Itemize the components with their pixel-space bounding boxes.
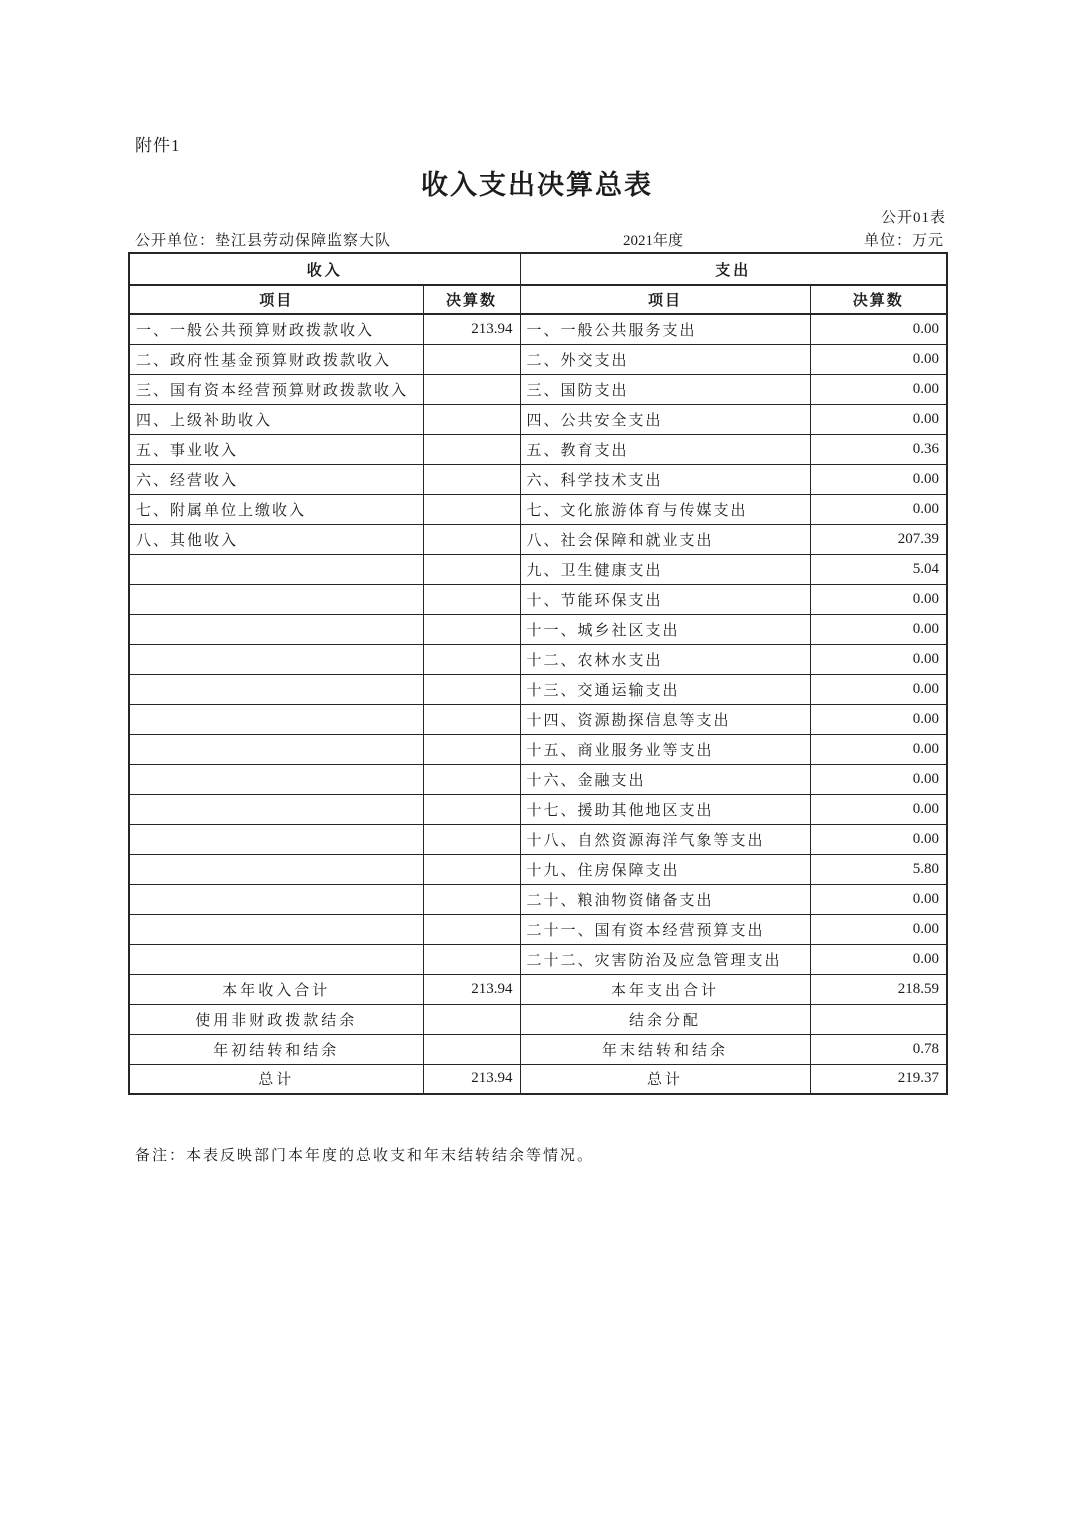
table-row xyxy=(129,794,947,824)
expense-amount-cell: 0.36 xyxy=(810,434,947,464)
budget-summary-table xyxy=(128,252,948,1095)
income-item-cell: 年初结转和结余 xyxy=(129,1034,423,1064)
expense-item-cell: 六、科学技术支出 xyxy=(520,464,810,494)
expense-amount-cell: 0.00 xyxy=(810,614,947,644)
table-row xyxy=(129,704,947,734)
expense-item-cell: 七、文化旅游体育与传媒支出 xyxy=(520,494,810,524)
table-row xyxy=(129,884,947,914)
expense-amount-cell: 0.00 xyxy=(810,674,947,704)
income-item-cell: 使用非财政拨款结余 xyxy=(129,1004,423,1034)
income-item-cell: 一、一般公共预算财政拨款收入 xyxy=(129,314,423,344)
expense-item-cell: 年末结转和结余 xyxy=(520,1034,810,1064)
income-item-cell xyxy=(129,584,423,614)
income-amount-cell xyxy=(423,914,520,944)
table-row xyxy=(129,464,947,494)
expense-amount-cell: 0.00 xyxy=(810,374,947,404)
income-item-cell xyxy=(129,944,423,974)
income-item-cell xyxy=(129,764,423,794)
income-item-cell xyxy=(129,614,423,644)
income-amount-cell xyxy=(423,584,520,614)
table-row xyxy=(129,734,947,764)
income-amount-cell xyxy=(423,854,520,884)
expense-item-cell: 十四、资源勘探信息等支出 xyxy=(520,704,810,734)
expense-item-cell: 一、一般公共服务支出 xyxy=(520,314,810,344)
income-item-cell xyxy=(129,554,423,584)
expense-amount-cell: 0.00 xyxy=(810,914,947,944)
expense-amount-cell: 0.00 xyxy=(810,824,947,854)
table-row xyxy=(129,374,947,404)
table-row xyxy=(129,614,947,644)
income-item-cell xyxy=(129,824,423,854)
income-amount-cell xyxy=(423,344,520,374)
income-amount-cell: 213.94 xyxy=(423,314,520,344)
table-body xyxy=(129,314,947,1094)
expense-item-cell: 十三、交通运输支出 xyxy=(520,674,810,704)
summary-row xyxy=(129,1004,947,1034)
income-amount-cell xyxy=(423,734,520,764)
table-row xyxy=(129,674,947,704)
expense-amount-cell: 207.39 xyxy=(810,524,947,554)
expense-amount-cell: 0.00 xyxy=(810,884,947,914)
expense-item-cell: 十、节能环保支出 xyxy=(520,584,810,614)
expense-amount-cell: 0.00 xyxy=(810,734,947,764)
income-item-cell xyxy=(129,884,423,914)
income-amount-cell: 213.94 xyxy=(423,1064,520,1094)
expense-amount-cell: 0.78 xyxy=(810,1034,947,1064)
income-item-cell: 四、上级补助收入 xyxy=(129,404,423,434)
income-item-cell xyxy=(129,854,423,884)
expense-item-cell: 本年支出合计 xyxy=(520,974,810,1004)
income-amount-cell xyxy=(423,764,520,794)
expense-amount-cell: 0.00 xyxy=(810,464,947,494)
income-amount-cell xyxy=(423,614,520,644)
expense-amount-cell: 0.00 xyxy=(810,404,947,434)
table-code-label: 公开01表 xyxy=(880,210,946,226)
expense-amount-cell: 0.00 xyxy=(810,314,947,344)
fiscal-year-label: 2021年度 xyxy=(623,233,684,249)
income-item-cell xyxy=(129,674,423,704)
income-item-cell xyxy=(129,914,423,944)
table-row xyxy=(129,764,947,794)
expense-item-cell: 十二、农林水支出 xyxy=(520,644,810,674)
column-header-row xyxy=(129,285,947,314)
summary-row xyxy=(129,1064,947,1094)
expense-amount-cell: 0.00 xyxy=(810,794,947,824)
income-amount-cell xyxy=(423,464,520,494)
income-section-header: 收入 xyxy=(129,253,520,285)
expense-amount-cell: 0.00 xyxy=(810,584,947,614)
income-item-cell xyxy=(129,644,423,674)
income-item-cell: 五、事业收入 xyxy=(129,434,423,464)
income-item-cell xyxy=(129,794,423,824)
income-amount-cell: 213.94 xyxy=(423,974,520,1004)
expense-item-cell: 八、社会保障和就业支出 xyxy=(520,524,810,554)
income-item-cell: 八、其他收入 xyxy=(129,524,423,554)
expense-item-cell: 二十、粮油物资储备支出 xyxy=(520,884,810,914)
income-amount-cell xyxy=(423,374,520,404)
section-header-row xyxy=(129,253,947,285)
expense-item-cell: 四、公共安全支出 xyxy=(520,404,810,434)
table-row xyxy=(129,644,947,674)
expense-item-cell: 十六、金融支出 xyxy=(520,764,810,794)
expense-amount-cell: 5.80 xyxy=(810,854,947,884)
income-amount-cell xyxy=(423,944,520,974)
income-amount-cell xyxy=(423,494,520,524)
attachment-label: 附件1 xyxy=(135,136,181,155)
table-row xyxy=(129,854,947,884)
income-item-column-header: 项目 xyxy=(129,285,423,314)
expense-item-cell: 九、卫生健康支出 xyxy=(520,554,810,584)
income-amount-column-header: 决算数 xyxy=(423,285,520,314)
expense-amount-cell: 0.00 xyxy=(810,764,947,794)
expense-amount-cell: 218.59 xyxy=(810,974,947,1004)
expense-item-column-header: 项目 xyxy=(520,285,810,314)
expense-item-cell: 五、教育支出 xyxy=(520,434,810,464)
income-item-cell: 六、经营收入 xyxy=(129,464,423,494)
expense-item-cell: 十八、自然资源海洋气象等支出 xyxy=(520,824,810,854)
income-amount-cell xyxy=(423,1004,520,1034)
expense-amount-cell: 0.00 xyxy=(810,344,947,374)
expense-item-cell: 十七、援助其他地区支出 xyxy=(520,794,810,824)
income-amount-cell xyxy=(423,704,520,734)
income-amount-cell xyxy=(423,524,520,554)
table-row xyxy=(129,494,947,524)
table-row xyxy=(129,554,947,584)
table-row xyxy=(129,944,947,974)
expense-item-cell: 总计 xyxy=(520,1064,810,1094)
income-item-cell: 二、政府性基金预算财政拨款收入 xyxy=(129,344,423,374)
income-item-cell: 七、附属单位上缴收入 xyxy=(129,494,423,524)
expense-amount-cell: 0.00 xyxy=(810,944,947,974)
expense-item-cell: 十五、商业服务业等支出 xyxy=(520,734,810,764)
income-item-cell xyxy=(129,704,423,734)
income-item-cell: 本年收入合计 xyxy=(129,974,423,1004)
expense-item-cell: 二、外交支出 xyxy=(520,344,810,374)
table-row xyxy=(129,344,947,374)
income-amount-cell xyxy=(423,794,520,824)
income-amount-cell xyxy=(423,434,520,464)
income-item-cell: 总计 xyxy=(129,1064,423,1094)
income-amount-cell xyxy=(423,1034,520,1064)
meta-line xyxy=(128,229,946,251)
income-amount-cell xyxy=(423,404,520,434)
page-title: 收入支出决算总表 xyxy=(421,170,653,200)
income-amount-cell xyxy=(423,644,520,674)
table-row xyxy=(129,914,947,944)
expense-amount-cell xyxy=(810,1004,947,1034)
expense-item-cell: 十九、住房保障支出 xyxy=(520,854,810,884)
publish-unit-label: 公开单位：垫江县劳动保障监察大队 xyxy=(135,233,392,249)
table-row xyxy=(129,584,947,614)
table-row xyxy=(129,404,947,434)
expense-amount-cell: 219.37 xyxy=(810,1064,947,1094)
expense-item-cell: 三、国防支出 xyxy=(520,374,810,404)
income-item-cell: 三、国有资本经营预算财政拨款收入 xyxy=(129,374,423,404)
footnote: 备注：本表反映部门本年度的总收支和年末结转结余等情况。 xyxy=(135,1148,595,1164)
income-amount-cell xyxy=(423,884,520,914)
income-item-cell xyxy=(129,734,423,764)
expense-amount-column-header: 决算数 xyxy=(810,285,947,314)
expense-item-cell: 二十一、国有资本经营预算支出 xyxy=(520,914,810,944)
expense-amount-cell: 0.00 xyxy=(810,644,947,674)
table-row xyxy=(129,434,947,464)
expense-item-cell: 十一、城乡社区支出 xyxy=(520,614,810,644)
summary-row xyxy=(129,974,947,1004)
table-row xyxy=(129,314,947,344)
income-amount-cell xyxy=(423,674,520,704)
summary-row xyxy=(129,1034,947,1064)
table-row xyxy=(129,524,947,554)
expense-amount-cell: 5.04 xyxy=(810,554,947,584)
expense-item-cell: 二十二、灾害防治及应急管理支出 xyxy=(520,944,810,974)
expense-section-header: 支出 xyxy=(520,253,947,285)
expense-item-cell: 结余分配 xyxy=(520,1004,810,1034)
table-row xyxy=(129,824,947,854)
income-amount-cell xyxy=(423,824,520,854)
unit-of-measure-label: 单位：万元 xyxy=(863,233,944,249)
expense-amount-cell: 0.00 xyxy=(810,494,947,524)
expense-amount-cell: 0.00 xyxy=(810,704,947,734)
income-amount-cell xyxy=(423,554,520,584)
